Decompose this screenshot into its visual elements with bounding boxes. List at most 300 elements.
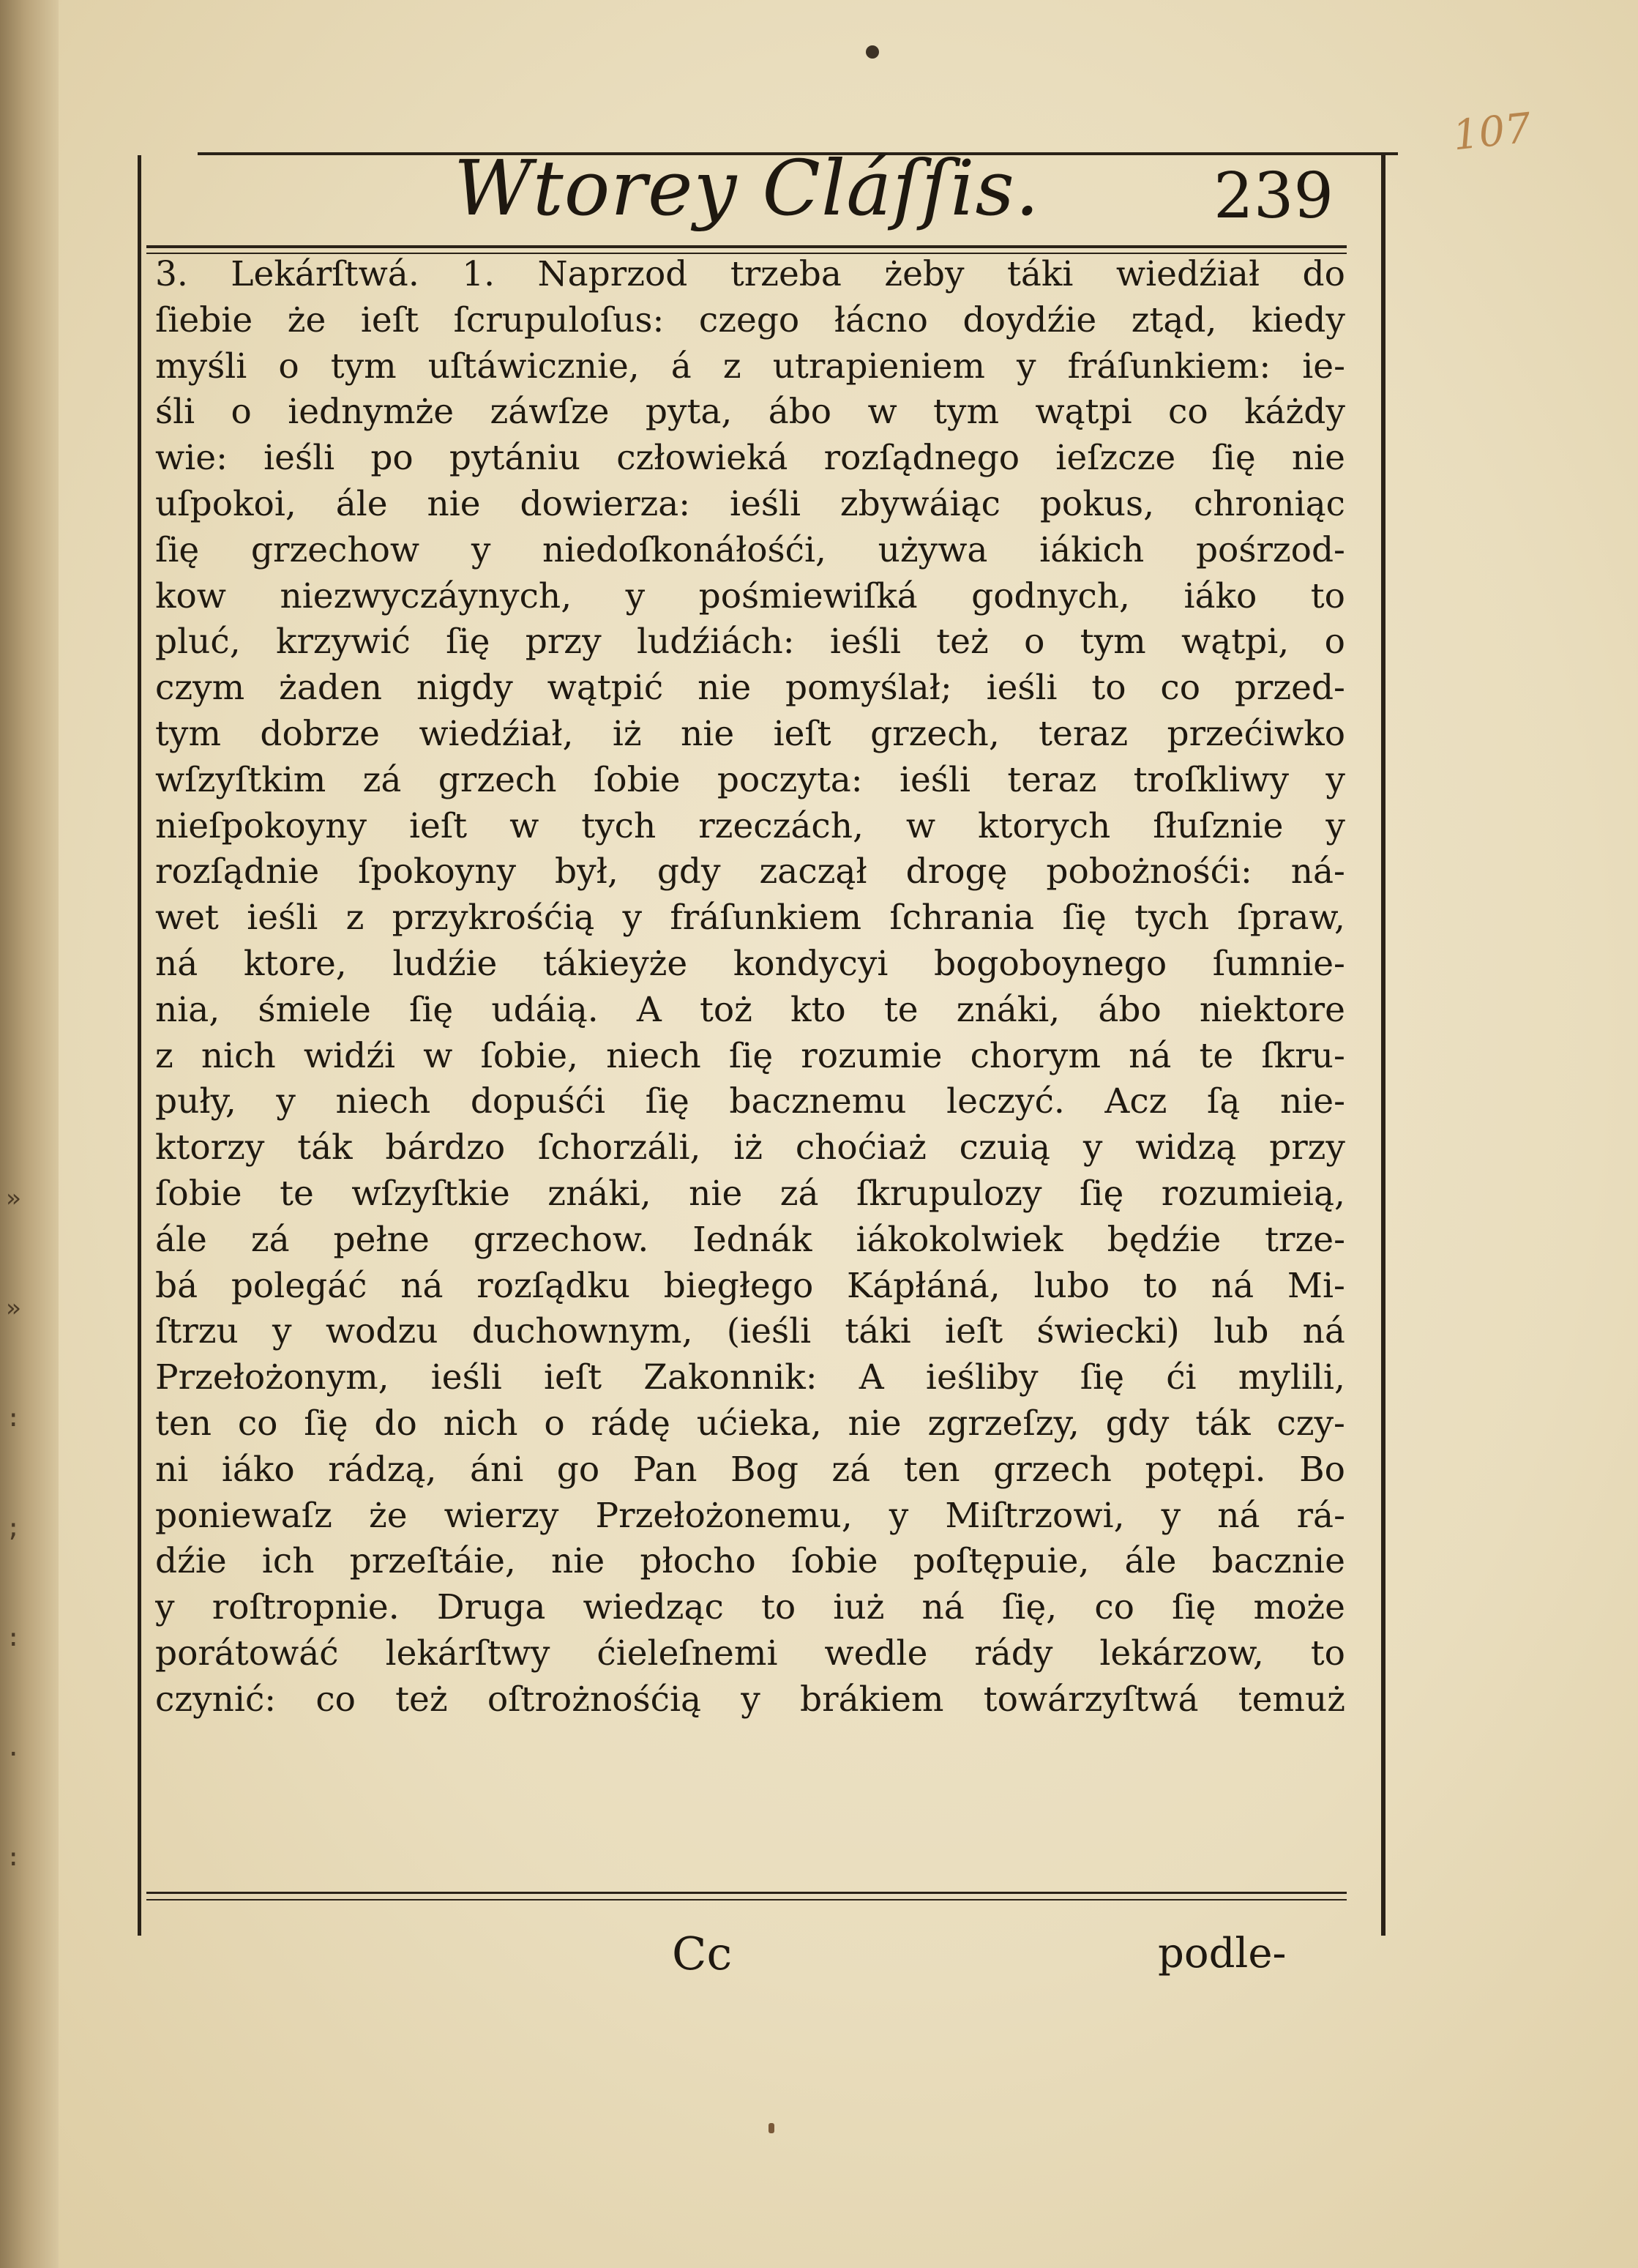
text-word: ſpokoyny [358, 851, 517, 892]
text-word: y [1017, 346, 1036, 387]
text-word: grzech [993, 1449, 1112, 1490]
text-word: trze- [1265, 1219, 1345, 1260]
text-word: nie [427, 483, 481, 524]
text-word: uſpokoi, [155, 483, 296, 524]
text-word: ná- [1290, 851, 1345, 892]
text-line [155, 482, 1345, 528]
text-word: ieſt [945, 1311, 1003, 1352]
text-word: gdy [657, 851, 721, 892]
text-word: znáki, [547, 1173, 651, 1214]
text-word: polegáć [231, 1265, 367, 1306]
text-word: w [905, 805, 936, 846]
text-line [155, 1171, 1345, 1217]
text-word: niech [335, 1081, 431, 1122]
text-word: pobożnośći: [1046, 851, 1252, 892]
text-word: ktorzy [155, 1127, 265, 1168]
text-word: rozſądnie [155, 851, 320, 892]
text-word: roſtropnie. [212, 1587, 400, 1628]
text-word: ále [155, 1219, 207, 1260]
text-word: ieśli [986, 668, 1058, 709]
text-word: te [280, 1173, 314, 1214]
text-word: ſię [155, 529, 200, 570]
text-word: bá [155, 1265, 198, 1306]
text-word: człowieká [616, 438, 788, 479]
text-word: grzechow [250, 529, 420, 570]
text-word: 3. [155, 254, 188, 294]
text-word: zgrzeſzy, [927, 1403, 1080, 1444]
text-word: y [272, 1311, 292, 1352]
text-line [155, 665, 1345, 712]
text-word: duchownym, [471, 1311, 693, 1352]
text-word: o [278, 346, 299, 387]
text-word: bárdzo [385, 1127, 506, 1168]
text-word: teraz [1007, 759, 1097, 800]
text-word: temuż [1238, 1679, 1345, 1720]
text-line [155, 895, 1345, 941]
text-word: nia, [155, 989, 220, 1030]
text-word: chorym [970, 1035, 1102, 1076]
text-line [155, 1447, 1345, 1493]
text-word: lubo [1033, 1265, 1110, 1306]
text-word: ſchrania [889, 898, 1035, 939]
text-word: iż [733, 1127, 763, 1168]
text-word: pokus, [1039, 483, 1155, 524]
text-word: doydźie [962, 299, 1097, 340]
text-word: myśli [155, 346, 247, 387]
text-word: áni [469, 1449, 524, 1490]
text-word: nie [681, 713, 735, 754]
text-word: wiedźiał [1115, 254, 1260, 294]
text-word: y [155, 1587, 175, 1628]
text-word: tym [155, 713, 222, 754]
text-word: ábo [768, 392, 832, 433]
text-word: ieśli [829, 622, 901, 663]
paper-stain [768, 2123, 774, 2133]
text-word: te [1199, 1035, 1234, 1076]
text-word: y [741, 1679, 760, 1720]
text-word: y [1325, 759, 1345, 800]
text-word: wſzyſtkie [351, 1173, 510, 1214]
text-word: Przełożonemu, [595, 1495, 853, 1536]
text-word: czym [155, 668, 245, 709]
text-line [155, 619, 1345, 665]
text-word: zaczął [759, 851, 867, 892]
text-word: y [471, 529, 491, 570]
text-line [155, 1034, 1345, 1080]
text-word: chroniąc [1193, 483, 1345, 524]
text-word: Naprzod [537, 254, 688, 294]
text-word: niektore [1199, 989, 1345, 1030]
text-word: w [867, 392, 897, 433]
text-word: rádzą, [328, 1449, 437, 1490]
text-line [155, 528, 1345, 574]
text-word: rozſądku [476, 1265, 631, 1306]
text-word: czynić: [155, 1679, 277, 1720]
text-word: rozumieią, [1161, 1173, 1345, 1214]
text-word: o [1024, 622, 1045, 663]
text-word: łácno [834, 299, 928, 340]
text-word: y [276, 1081, 296, 1122]
text-word: ieſt [408, 805, 468, 846]
text-word: ná [1217, 1495, 1260, 1536]
text-word: ieśli [899, 759, 971, 800]
text-word: żaden [279, 668, 382, 709]
text-word: zbywáiąc [839, 483, 1001, 524]
text-word: godnych, [971, 575, 1130, 616]
text-word: dowierza: [520, 483, 691, 524]
text-word: ſpraw, [1237, 898, 1345, 939]
text-word: ſiebie [155, 299, 253, 340]
text-word: utrapieniem [772, 346, 985, 387]
text-word: ieſzcze [1055, 438, 1176, 479]
text-word: zá [779, 1173, 819, 1214]
text-word: do [374, 1403, 417, 1444]
text-line [155, 849, 1345, 895]
text-word: to [760, 1587, 796, 1628]
text-word: że [368, 1495, 408, 1536]
running-head: Wtorey Cláſſis. [454, 143, 1040, 233]
text-word: káżdy [1244, 392, 1345, 433]
text-word: iákokolwiek [856, 1219, 1063, 1260]
text-word: fráſunkiem: [1067, 346, 1271, 387]
page-number: 239 [1213, 160, 1334, 233]
text-word: ná [921, 1587, 965, 1628]
text-word: nie [698, 668, 752, 709]
text-word: ſobie [593, 759, 681, 800]
text-word: Bog [730, 1449, 799, 1490]
text-word: ſobie [155, 1173, 242, 1214]
text-word: troſkliwy [1133, 759, 1289, 800]
text-word: świecki) [1036, 1311, 1180, 1352]
text-word: też [395, 1679, 448, 1720]
text-word: porátowáć [155, 1633, 339, 1674]
text-word: iednymże [288, 392, 455, 433]
text-word: grzechow. [473, 1219, 649, 1260]
text-word: ktorych [978, 805, 1111, 846]
text-word: 1. [462, 254, 495, 294]
text-word: te [883, 989, 919, 1030]
text-word: Pan [632, 1449, 698, 1490]
text-word: co [1160, 668, 1201, 709]
text-word: ni [155, 1449, 189, 1490]
text-word: będźie [1107, 1219, 1222, 1260]
text-word: wątpi, [1181, 622, 1290, 663]
text-word: ſię [1211, 438, 1256, 479]
text-word: ieśli [729, 483, 801, 524]
text-word: rádę [591, 1403, 670, 1444]
text-word: dopuśći [470, 1081, 606, 1122]
text-word: o [544, 1403, 565, 1444]
text-word: ſię, [1001, 1587, 1058, 1628]
text-word: ſchorzáli, [537, 1127, 701, 1168]
text-word: y [1161, 1495, 1181, 1536]
header-rule [146, 245, 1347, 248]
text-word: uſtáwicznie, [427, 346, 640, 387]
text-word: zá [250, 1219, 290, 1260]
text-word: poczyta: [717, 759, 863, 800]
text-word: poniewaſz [155, 1495, 332, 1536]
text-word: wiedząc [583, 1587, 724, 1628]
text-word: rozumie [801, 1035, 943, 1076]
text-word: ták [297, 1127, 353, 1168]
text-word: lekárſtwy [385, 1633, 550, 1674]
text-word: (ieśli [726, 1311, 812, 1352]
text-word: iż [612, 713, 642, 754]
text-word: wedle [824, 1633, 928, 1674]
text-line [155, 252, 1345, 298]
text-word: dźie [155, 1541, 227, 1582]
text-word: táki [1007, 254, 1074, 294]
text-word: ieśli [430, 1357, 502, 1398]
text-word: ſobie, [480, 1035, 579, 1076]
text-word: widzą [1135, 1127, 1237, 1168]
text-word: Przełożonym, [155, 1357, 389, 1398]
text-word: ſtrzu [155, 1311, 239, 1352]
text-word: iáko [221, 1449, 295, 1490]
text-word: Bo [1299, 1449, 1345, 1490]
text-word: używa [878, 529, 988, 570]
text-word: potępi. [1145, 1449, 1266, 1490]
text-word: śli [155, 392, 195, 433]
text-word: śmiele [258, 989, 371, 1030]
text-word: wſzyſtkim [155, 759, 326, 800]
text-word: co [1168, 392, 1208, 433]
text-word: Mi- [1287, 1265, 1345, 1306]
text-line [155, 389, 1345, 436]
text-word: ſię [1172, 1587, 1216, 1628]
text-word: ſumnie- [1212, 943, 1345, 984]
text-word: udáią. [491, 989, 599, 1030]
text-word: go [556, 1449, 600, 1490]
text-word: leczyć. [946, 1081, 1065, 1122]
text-word: bogoboynego [933, 943, 1167, 984]
text-word: y [1082, 1127, 1103, 1168]
text-word: lub [1213, 1311, 1269, 1352]
text-line [155, 1677, 1345, 1723]
text-word: przećiwko [1167, 713, 1345, 754]
text-word: A [636, 989, 662, 1030]
text-word: że [287, 299, 326, 340]
text-word: lekárzow, [1099, 1633, 1264, 1674]
text-word: ſkru- [1261, 1035, 1345, 1076]
text-word: z [155, 1035, 173, 1076]
text-word: ná [155, 943, 198, 984]
text-word: nich [201, 1035, 276, 1076]
text-word: wątpi [1035, 392, 1132, 433]
text-word: ieśli [263, 438, 335, 479]
text-line [155, 1539, 1345, 1585]
text-word: żeby [884, 254, 965, 294]
text-word: o [231, 392, 252, 433]
text-line [155, 1631, 1345, 1677]
text-word: może [1253, 1587, 1345, 1628]
text-line [155, 1125, 1345, 1171]
text-word: pluć, [155, 622, 241, 663]
text-word: znáki, [956, 989, 1061, 1030]
text-line [155, 941, 1345, 988]
text-word: tym [933, 392, 1000, 433]
text-word: wątpić [547, 668, 664, 709]
text-word: niech [606, 1035, 701, 1076]
catchword: podle- [1158, 1930, 1287, 1977]
text-line [155, 1585, 1345, 1631]
text-word: ále [1124, 1541, 1177, 1582]
text-word: niezwyczáynych, [280, 575, 572, 616]
text-word: ná [1211, 1265, 1254, 1306]
text-word: ieſt [360, 299, 419, 340]
text-word: ále [335, 483, 388, 524]
text-word: zá [362, 759, 402, 800]
text-line [155, 1401, 1345, 1447]
text-word: krzywić [275, 622, 411, 663]
text-word: przeſtáie, [349, 1541, 516, 1582]
text-word: teraz [1039, 713, 1129, 754]
text-line [155, 988, 1345, 1034]
text-word: nie [551, 1541, 605, 1582]
text-word: też [936, 622, 989, 663]
text-word: ten [155, 1403, 212, 1444]
text-word: ludźie [392, 943, 498, 984]
text-word: o [1324, 622, 1345, 663]
text-word: ſkrupulozy [856, 1173, 1042, 1214]
text-word: ćieleſnemi [597, 1633, 778, 1674]
facing-page-marks: » » : ; : . : [6, 1184, 21, 1872]
handwritten-folio-number: 107 [1450, 104, 1533, 160]
text-word: ná [1129, 1035, 1172, 1076]
text-word: był, [555, 851, 618, 892]
text-line [155, 1264, 1345, 1310]
text-word: y [622, 898, 643, 939]
text-word: mylili, [1238, 1357, 1345, 1398]
text-word: bacznemu [729, 1081, 907, 1122]
text-word: iuż [833, 1587, 885, 1628]
text-word: trzeba [730, 254, 842, 294]
text-word: co [315, 1679, 356, 1720]
text-word: ná [400, 1265, 444, 1306]
text-word: kondycyi [733, 943, 889, 984]
text-word: co [237, 1403, 278, 1444]
text-word: y [625, 575, 646, 616]
text-word: ieſt [543, 1357, 602, 1398]
text-word: oſtrożnośćią [487, 1679, 702, 1720]
text-word: widźi [303, 1035, 396, 1076]
text-word: wet [155, 898, 219, 939]
text-word: gdy [1105, 1403, 1170, 1444]
text-word: rá- [1296, 1495, 1345, 1536]
text-word: ſię [1080, 1173, 1124, 1214]
text-word: pośmiewiſká [698, 575, 918, 616]
text-word: z [345, 898, 364, 939]
text-word: ludźiách: [636, 622, 795, 663]
footer-rule-thin [146, 1899, 1347, 1900]
text-word: ztąd, [1131, 299, 1217, 340]
text-word: zá [831, 1449, 871, 1490]
text-word: to [1310, 1633, 1345, 1674]
text-word: ſię [304, 1403, 348, 1444]
text-line [155, 758, 1345, 804]
text-word: towárzyſtwá [983, 1679, 1199, 1720]
text-word: tych [581, 805, 657, 846]
text-word: Acz [1104, 1081, 1167, 1122]
text-word: poſtępuie, [913, 1541, 1090, 1582]
text-word: á [670, 346, 692, 387]
body-text [155, 252, 1345, 1723]
text-word: przy [525, 622, 602, 663]
text-word: przykrośćią [392, 898, 595, 939]
text-word: toż [699, 989, 752, 1030]
text-word: dobrze [260, 713, 380, 754]
text-word: w [509, 805, 539, 846]
text-line [155, 344, 1345, 390]
text-word: brákiem [800, 1679, 944, 1720]
text-word: A [859, 1357, 884, 1398]
text-word: ſcrupuloſus: [453, 299, 665, 340]
text-word: czego [698, 299, 800, 340]
text-word: pytániu [449, 438, 581, 479]
text-word: bacznie [1211, 1541, 1345, 1582]
text-word: pośrzod- [1195, 529, 1345, 570]
text-word: záwſze [490, 392, 610, 433]
text-word: ſię [446, 622, 490, 663]
text-line [155, 1309, 1345, 1355]
text-word: wodzu [325, 1311, 438, 1352]
gathering-signature: Cc [672, 1927, 733, 1980]
text-word: ná [1302, 1311, 1345, 1352]
text-line [155, 712, 1345, 758]
text-word: nich [443, 1403, 518, 1444]
text-word: ich [261, 1541, 315, 1582]
text-word: ći [1166, 1357, 1197, 1398]
text-word: rzeczách, [698, 805, 864, 846]
text-word: z [722, 346, 741, 387]
text-word: grzech, [870, 713, 1000, 754]
text-word: co [1094, 1587, 1134, 1628]
text-word: płocho [640, 1541, 756, 1582]
text-word: ſobie [790, 1541, 878, 1582]
text-word: czy- [1276, 1403, 1345, 1444]
text-word: wiedźiał, [419, 713, 574, 754]
text-word: Druga [436, 1587, 546, 1628]
facing-page-gutter [0, 0, 59, 2268]
text-word: y [1325, 805, 1345, 846]
text-word: ſłuſznie [1153, 805, 1284, 846]
text-word: ábo [1098, 989, 1162, 1030]
text-word: nie [848, 1403, 902, 1444]
text-word: ieśliby [925, 1357, 1039, 1398]
text-line [155, 804, 1345, 850]
text-word: rozſądnego [823, 438, 1020, 479]
text-word: rády [974, 1633, 1053, 1674]
text-line [155, 1493, 1345, 1540]
text-word: Iednák [692, 1219, 812, 1260]
text-word: ták [1195, 1403, 1251, 1444]
text-word: ſię [1062, 898, 1107, 939]
text-word: w [423, 1035, 453, 1076]
text-word: ieſt [773, 713, 831, 754]
text-word: tych [1134, 898, 1210, 939]
text-word: nie [1291, 438, 1345, 479]
text-word: nigdy [416, 668, 513, 709]
text-word: to [1143, 1265, 1178, 1306]
text-word: Miſtrzowi, [945, 1495, 1125, 1536]
text-word: nieſpokoyny [155, 805, 367, 846]
text-word: y [889, 1495, 909, 1536]
text-word: grzech [438, 759, 557, 800]
text-word: iákich [1039, 529, 1145, 570]
text-word: pomyślał; [785, 668, 952, 709]
text-word: kto [790, 989, 846, 1030]
text-word: Zakonnik: [643, 1357, 818, 1398]
